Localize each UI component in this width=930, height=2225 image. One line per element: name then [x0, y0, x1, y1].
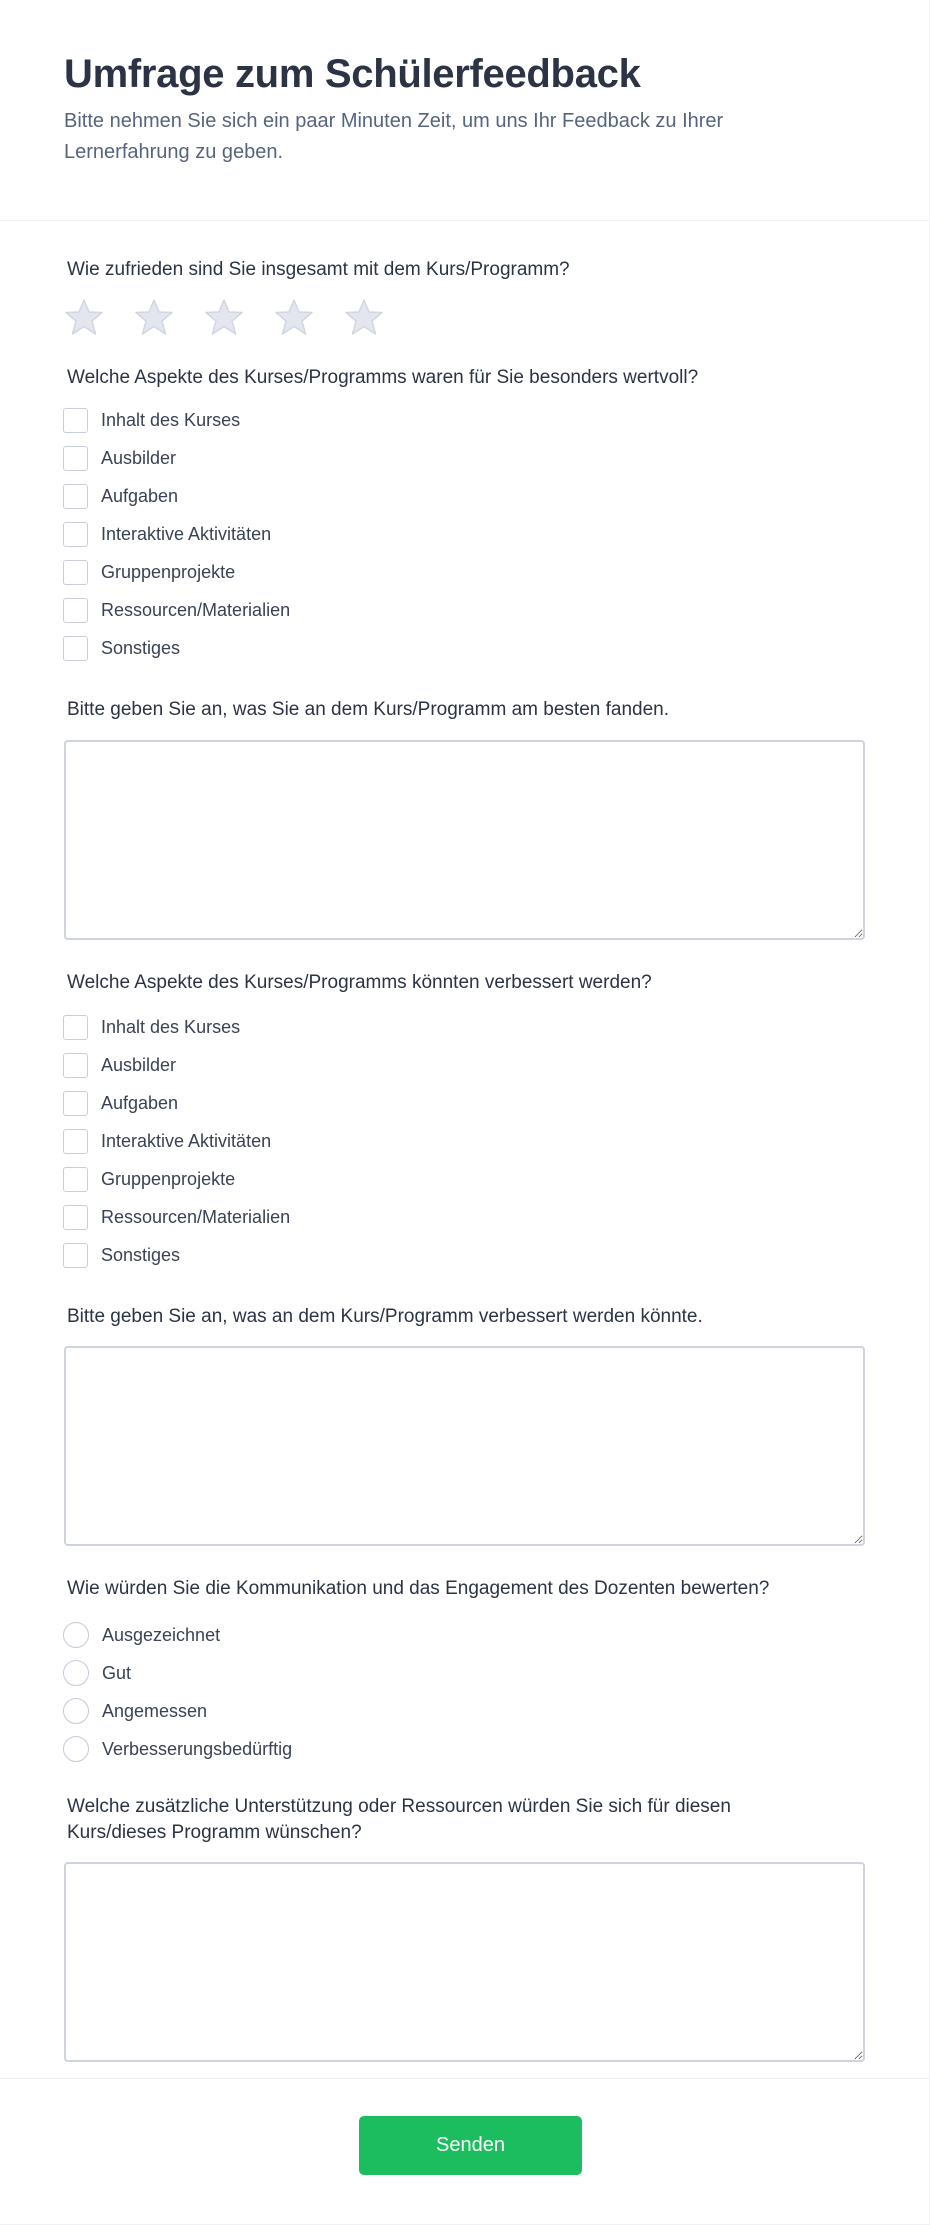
checkbox-option-valuable-instructor[interactable]: [63, 445, 176, 471]
star-rating: [64, 298, 384, 336]
checkbox-option-improve-assignments[interactable]: [63, 1090, 178, 1116]
star-icon-5[interactable]: [344, 298, 384, 336]
checkbox-label: Interaktive Aktivitäten: [101, 1130, 272, 1151]
star-icon-2[interactable]: [134, 298, 174, 336]
checkbox[interactable]: [63, 1129, 88, 1154]
checkbox[interactable]: [63, 484, 88, 509]
question-improvement-aspects: Welche Aspekte des Kurses/Programms könnten verbessert werden?: [67, 972, 652, 993]
checkbox[interactable]: [63, 522, 88, 547]
improvement-details-textarea[interactable]: [64, 1346, 865, 1546]
checkbox[interactable]: [63, 560, 88, 585]
checkbox-label: Ressourcen/Materialien: [101, 1206, 291, 1227]
question-best-aspects: Bitte geben Sie an, was Sie an dem Kurs/Programm am besten fanden.: [67, 699, 669, 720]
checkbox[interactable]: [63, 636, 88, 661]
checkbox-option-valuable-group-projects[interactable]: [63, 559, 235, 585]
star-icon-1[interactable]: [64, 298, 104, 336]
checkbox-option-valuable-other[interactable]: [63, 635, 180, 661]
radio-option-adequate[interactable]: [63, 1698, 207, 1724]
checkbox-label: Ausbilder: [101, 1054, 177, 1075]
checkbox[interactable]: [63, 1243, 88, 1268]
additional-support-textarea[interactable]: [64, 1862, 865, 2062]
checkbox-label: Inhalt des Kurses: [101, 409, 241, 430]
header-divider: [0, 220, 929, 221]
checkbox[interactable]: [63, 1205, 88, 1230]
checkbox[interactable]: [63, 446, 88, 471]
checkbox[interactable]: [63, 408, 88, 433]
radio-button[interactable]: [63, 1698, 89, 1724]
checkbox-label: Ausbilder: [101, 447, 177, 468]
checkbox-option-improve-resources[interactable]: [63, 1204, 290, 1230]
page-title: Umfrage zum Schülerfeedback: [64, 52, 641, 96]
submit-button[interactable]: Senden: [359, 2116, 582, 2175]
checkbox-option-valuable-course-content[interactable]: [63, 407, 240, 433]
checkbox-label: Inhalt des Kurses: [101, 1016, 241, 1037]
radio-option-needs-improvement[interactable]: [63, 1736, 292, 1762]
radio-label: Gut: [102, 1662, 132, 1683]
checkbox-option-valuable-resources[interactable]: [63, 597, 290, 623]
checkbox[interactable]: [63, 1015, 88, 1040]
question-instructor-communication: Wie würden Sie die Kommunikation und das Engagement des Dozenten bewerten?: [67, 1578, 770, 1599]
checkbox-option-valuable-assignments[interactable]: [63, 483, 178, 509]
star-icon-3[interactable]: [204, 298, 244, 336]
question-valuable-aspects: Welche Aspekte des Kurses/Programms waren für Sie besonders wertvoll?: [67, 367, 699, 388]
checkbox-option-improve-group-projects[interactable]: [63, 1166, 235, 1192]
radio-button[interactable]: [63, 1622, 89, 1648]
radio-label: Angemessen: [102, 1700, 208, 1721]
checkbox-option-improve-interactive[interactable]: [63, 1128, 271, 1154]
checkbox-label: Sonstiges: [101, 637, 181, 658]
question-additional-support-line-1: Welche zusätzliche Unterstützung oder Ressourcen würden Sie sich für diesen: [67, 1796, 731, 1817]
radio-button[interactable]: [63, 1660, 89, 1686]
question-improvement-details: Bitte geben Sie an, was an dem Kurs/Programm verbessert werden könnte.: [67, 1306, 703, 1327]
question-additional-support-line-2: Kurs/dieses Programm wünschen?: [67, 1822, 362, 1843]
checkbox-label: Gruppenprojekte: [101, 561, 236, 582]
radio-option-good[interactable]: [63, 1660, 131, 1686]
radio-option-excellent[interactable]: [63, 1622, 220, 1648]
radio-label: Ausgezeichnet: [102, 1624, 221, 1645]
star-icon-4[interactable]: [274, 298, 314, 336]
checkbox-label: Interaktive Aktivitäten: [101, 523, 272, 544]
checkbox[interactable]: [63, 1053, 88, 1078]
checkbox[interactable]: [63, 1091, 88, 1116]
question-overall-satisfaction: Wie zufrieden sind Sie insgesamt mit dem Kurs/Programm?: [67, 259, 570, 280]
checkbox-option-improve-instructor[interactable]: [63, 1052, 176, 1078]
radio-button[interactable]: [63, 1736, 89, 1762]
checkbox-label: Gruppenprojekte: [101, 1168, 236, 1189]
checkbox-label: Aufgaben: [101, 1092, 179, 1113]
checkbox-label: Sonstiges: [101, 1244, 181, 1265]
best-aspects-textarea[interactable]: [64, 740, 865, 940]
checkbox[interactable]: [63, 598, 88, 623]
checkbox[interactable]: [63, 1167, 88, 1192]
page-description: Bitte nehmen Sie sich ein paar Minuten Zeit, um uns Ihr Feedback zu Ihrer Lernerfahrung zu geben.: [64, 110, 724, 163]
checkbox-label: Ressourcen/Materialien: [101, 599, 291, 620]
checkbox-option-improve-course-content[interactable]: [63, 1014, 240, 1040]
checkbox-option-valuable-interactive[interactable]: [63, 521, 271, 547]
footer-divider: [0, 2078, 929, 2079]
radio-label: Verbesserungsbedürftig: [102, 1738, 293, 1759]
checkbox-option-improve-other[interactable]: [63, 1242, 180, 1268]
checkbox-label: Aufgaben: [101, 485, 179, 506]
